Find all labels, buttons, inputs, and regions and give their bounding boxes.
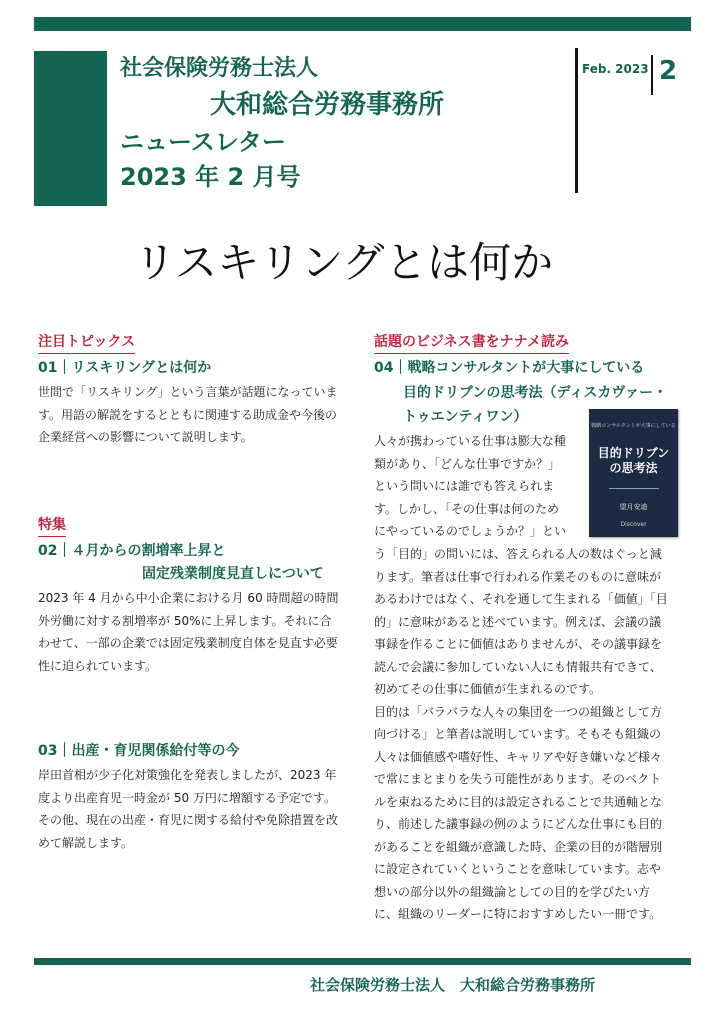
- body-line: 世間で「リスキリング」という言葉が話題になっていま: [38, 385, 338, 399]
- body-line: ルを束ねるために目的は設定されることで共通軸とな: [374, 794, 663, 809]
- body-line: 度より出産育児一時金が 50 万円に増額する予定です。: [38, 790, 336, 805]
- body-line: その他、現在の出産・育児に関する給付や免除措置を改: [38, 813, 339, 827]
- body-line: 目的は「バラバラな人々の集団を一つの組織として方: [374, 704, 663, 719]
- book-review-heading: 話題のビジネス書をナナメ読み: [374, 333, 569, 354]
- article-03-title: 03｜出産・育児関係給付等の今: [38, 743, 240, 759]
- book-divider: [609, 488, 659, 489]
- issue-label: 2023 年 2 月号: [120, 163, 301, 191]
- article-02-title-line1: 02｜４月からの割増率上昇と: [38, 543, 226, 559]
- article-04-title-line3: トゥエンティワン）: [403, 409, 528, 425]
- body-line: す。用語の解説をするとともに関連する助成金や今後の: [38, 407, 338, 422]
- footer-band: [34, 958, 691, 965]
- body-line: う「目的」の問いには、答えられる人の数はぐっと減: [374, 547, 662, 561]
- book-title-line1: 目的ドリブン: [597, 446, 670, 460]
- body-line: で常にまとまりを失う可能性があります。そのベクト: [374, 772, 662, 786]
- body-line: す。しかし、「その仕事は何のため: [374, 501, 560, 516]
- article-02-body: [38, 587, 339, 677]
- body-line: があることを組織が意識した時、企業の目的が階層別: [374, 839, 663, 854]
- body-line: 類があり、「どんな仕事ですか？」: [374, 456, 561, 471]
- page-number: 2: [659, 56, 678, 86]
- vertical-rule-right: [651, 55, 653, 95]
- body-line: めて解説します。: [38, 835, 134, 850]
- book-author: 望月安迪: [619, 503, 648, 511]
- body-line: 人々は価値感や嗜好性、キャリアや好き嫌いなど様々: [374, 749, 663, 764]
- org-name-line1: 社会保険労務士法人: [120, 56, 319, 81]
- topics-heading: 注目トピックス: [38, 333, 135, 354]
- body-line: 事録を作ることに価値はありませんが、その議事録を: [374, 637, 663, 651]
- body-line: あるわけではなく、それを通して生まれる「価値」「目: [374, 592, 668, 606]
- body-line: にやっているのでしょうか？」とい: [374, 524, 567, 538]
- body-line: という問いには誰でも答えられま: [374, 479, 555, 493]
- body-line: 岸田首相が少子化対策強化を発表しましたが、2023 年: [38, 768, 337, 782]
- footer-org-name: 社会保険労務士法人 大和総合労務事務所: [310, 976, 596, 994]
- body-line: 人々が携わっている仕事は膨大な種: [374, 434, 566, 448]
- book-publisher: Discover: [620, 521, 647, 528]
- book-cover: [589, 409, 678, 537]
- article-01-body: [38, 381, 338, 449]
- top-band: [34, 17, 691, 31]
- feature-heading: 特集: [38, 516, 66, 537]
- newsletter-label: ニュースレター: [120, 128, 286, 156]
- body-line: 想いの部分以外の組織論としての目的を学びたい方: [374, 884, 651, 899]
- body-line: 向づける」と筆者は説明しています。そもそも組織の: [374, 727, 662, 741]
- org-name-line2: 大和総合労務事務所: [210, 90, 445, 120]
- vertical-rule-left: [575, 48, 578, 193]
- body-line: ります。筆者は仕事で行われる作業そのものに意味が: [374, 569, 662, 584]
- book-tagline: 戦略コンサルタントが大事にしている: [591, 423, 676, 429]
- article-04-title-line2: 目的ドリブンの思考法（ディスカヴァー・: [403, 385, 668, 401]
- issue-date: Feb. 2023: [582, 62, 649, 76]
- body-line: 企業経営への影響について説明します。: [38, 430, 253, 444]
- article-04-title-line1: 04｜戦略コンサルタントが大事にしている: [374, 360, 645, 376]
- body-line: 性に迫られています。: [38, 658, 158, 673]
- body-line: り、前述した議事録の例のようにどんな仕事にも目的: [374, 817, 663, 831]
- body-line: 初めてその仕事に価値が生まれるのです。: [374, 682, 602, 696]
- body-line: 読んで会議に参加していない人にも情報共有できて、: [374, 659, 662, 674]
- body-line: わせて、一部の企業では固定残業制度自体を見直す必要: [38, 636, 338, 650]
- main-title: リスキリングとは何か: [134, 238, 554, 287]
- body-line: に設定されていくということを意味しています。志や: [374, 862, 662, 876]
- article-02-title-line2: 固定残業制度見直しについて: [142, 566, 324, 582]
- article-04-body-narrow: [374, 430, 566, 543]
- article-03-body: [38, 764, 338, 854]
- article-01-title: 01｜リスキリングとは何か: [38, 360, 212, 376]
- body-line: 外労働に対する割増率が 50%に上昇します。それに合: [38, 613, 332, 628]
- body-line: 的」に意味があると述べています。例えば、会議の議: [374, 614, 662, 629]
- header-block: [34, 51, 107, 206]
- book-title-line2: の思考法: [609, 461, 658, 475]
- body-line: 2023 年 4 月から中小企業における月 60 時間超の時間: [38, 591, 339, 605]
- body-line: に、組織のリーダーに特におすすめしたい一冊です。: [374, 907, 662, 921]
- article-04-body-wide: [374, 543, 668, 926]
